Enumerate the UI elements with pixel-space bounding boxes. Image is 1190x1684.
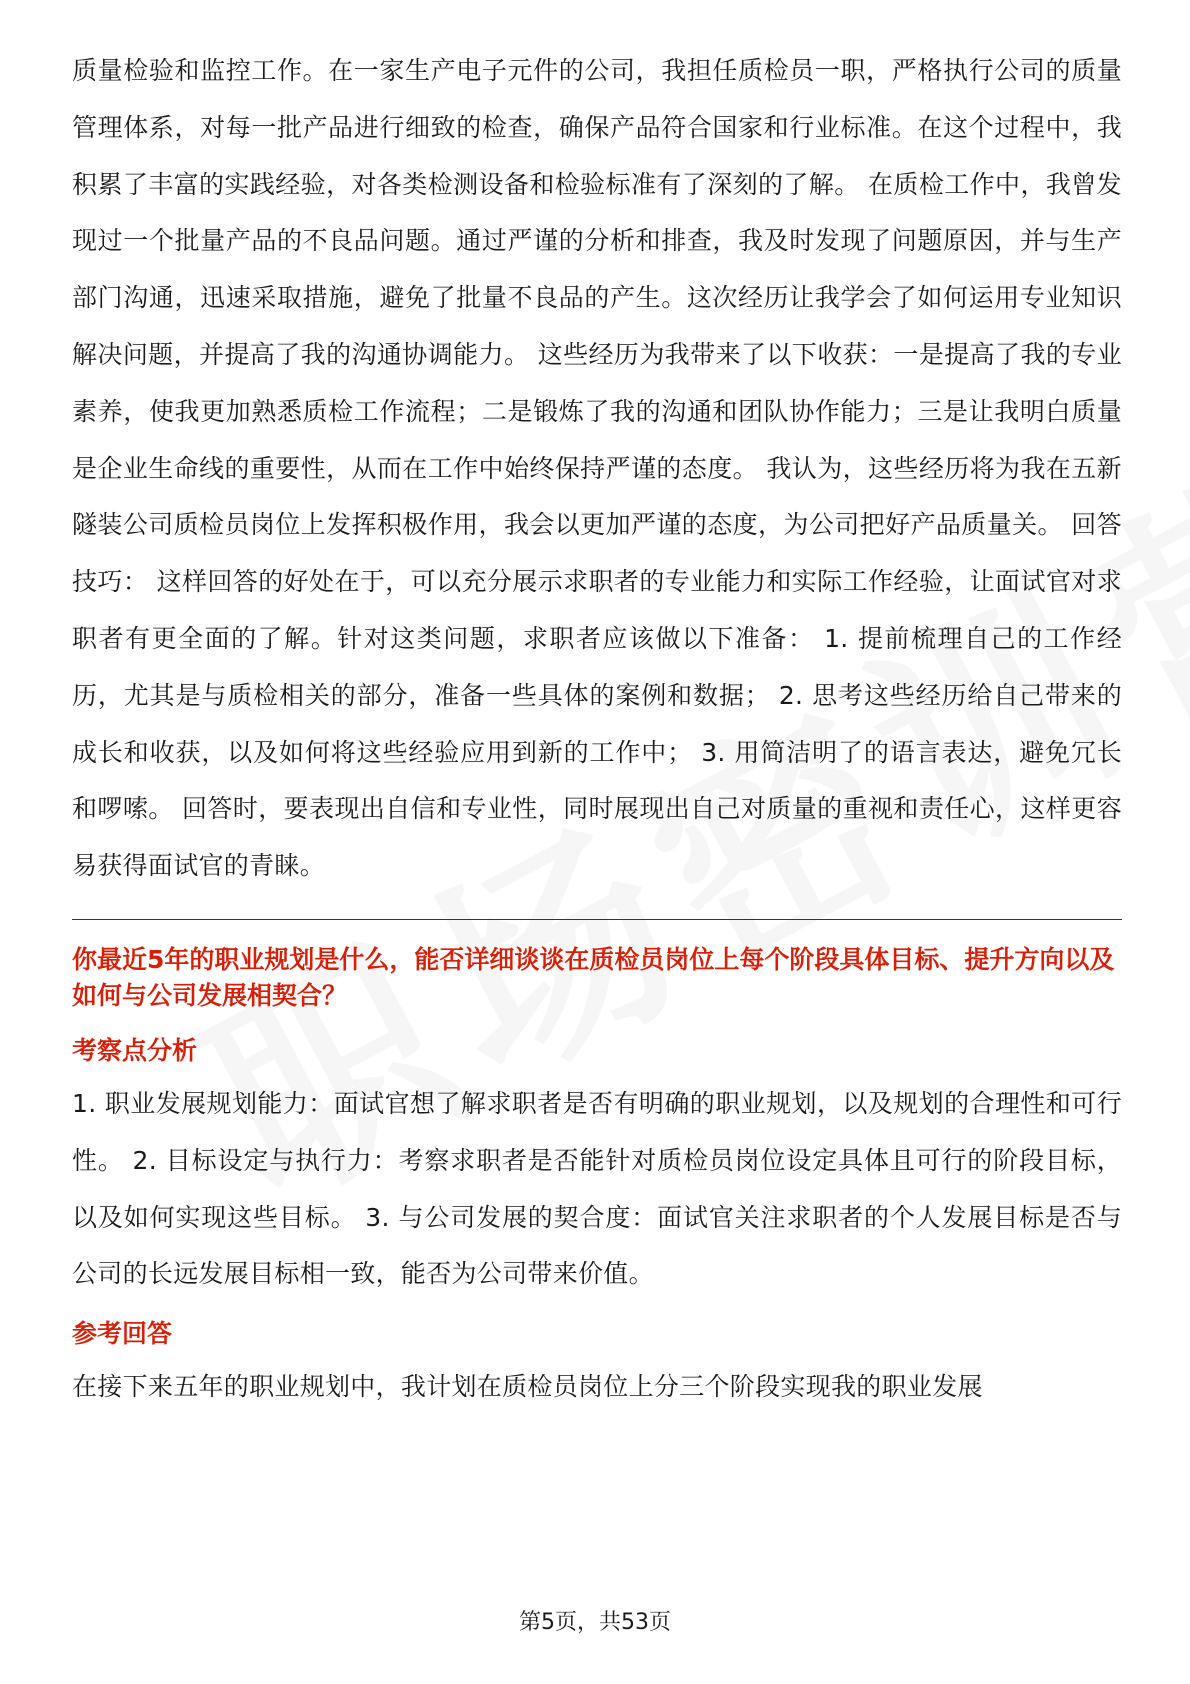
analysis-heading: 考察点分析 (72, 1035, 198, 1065)
page-content (72, 43, 1122, 1416)
interview-question: 你最近5年的职业规划是什么，能否详细谈谈在质检员岗位上每个阶段具体目标、提升方向以及如何与公司发展相契合？ (72, 944, 1115, 1010)
page-number-footer: 第5页，共53页 (519, 1610, 671, 1635)
answer-heading: 参考回答 (72, 1319, 173, 1349)
body-paragraph: 质量检验和监控工作。在一家生产电子元件的公司，我担任质检员一职，严格执行公司的质量管理体系，对每一批产品进行细致的检查，确保产品符合国家和行业标准。在这个过程中，我积累了丰富的实践经验，对各类检测设备和检验标准有了深刻的了解。 在质检工作中，我曾发现过一个批量产品的不良品问题。通过严谨的分析和排查，我及时发现了问题原因，并与生产部门沟通，迅速采取措施，避免了批量不良品的产生。这次经历让我学会了如何运用专业知识解决问题，并提高了我的沟通协调能力。 这些经历为我带来了以下收获：一是提高了我的专业素养，使我更加熟悉质检工作流程；二是锻炼了我的沟通和团队协作能力；三是让我明白质量是企业生命线的重要性，从而在工作中始终保持严谨的态度。 我认为，这些经历将为我在五新隧装公司质检员岗位上发挥积极作用，我会以更加严谨的态度，为公司把好产品质量关。 回答技巧： 这样回答的好处在于，可以充分展示求职者的专业能力和实际工作经验，让面试官对求职者有更全面的了解。针对这类问题，求职者应该做以下准备： 1. 提前梳理自己的工作经历，尤其是与质检相关的部分，准备一些具体的案例和数据； 2. 思考这些经历给自己带来的成长和收获，以及如何将这些经验应用到新的工作中； 3. 用简洁明了的语言表达，避免冗长和啰嗦。 回答时，要表现出自信和专业性，同时展现出自己对质量的重视和责任心，这样更容易获得面试官的青睐。 (72, 56, 1122, 881)
section-divider (72, 919, 1122, 920)
answer-text: 在接下来五年的职业规划中，我计划在质检员岗位上分三个阶段实现我的职业发展 (72, 1372, 983, 1402)
analysis-text: 1. 职业发展规划能力：面试官想了解求职者是否有明确的职业规划，以及规划的合理性和可行性。 2. 目标设定与执行力：考察求职者是否能针对质检员岗位设定具体且可行的阶段目标，以及如何实现这些目标。 3. 与公司发展的契合度：面试官关注求职者的个人发展目标是否与公司的长远发展目标相一致，能否为公司带来价值。 (72, 1088, 1122, 1289)
